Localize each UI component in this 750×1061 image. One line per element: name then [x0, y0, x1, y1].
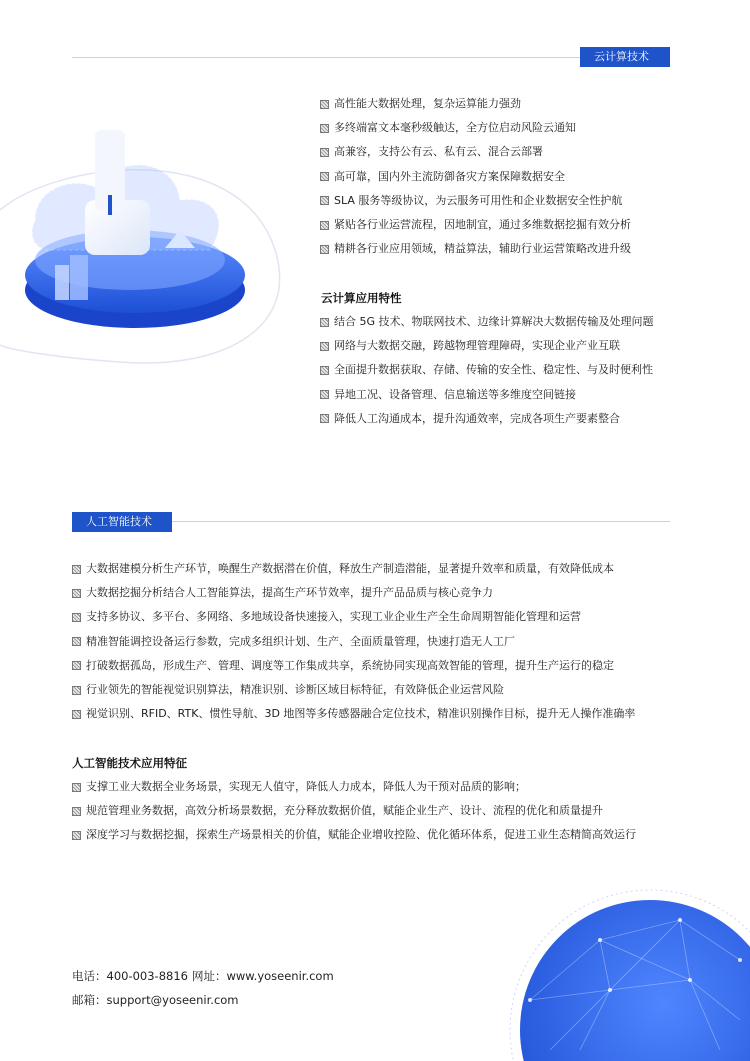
checkbox-icon: [72, 783, 81, 792]
list-item: 行业领先的智能视觉识别算法，精准识别、诊断区域目标特征，有效降低企业运营风险: [72, 678, 635, 702]
checkbox-icon: [320, 318, 329, 327]
checkbox-icon: [72, 565, 81, 574]
list-item: 高兼容，支持公有云、私有云、混合云部署: [320, 140, 631, 164]
list-item: 降低人工沟通成本，提升沟通效率，完成各项生产要素整合: [320, 407, 654, 431]
footer-phone: 电话：400-003-8816: [72, 969, 188, 983]
checkbox-icon: [72, 661, 81, 670]
list-item: 大数据挖掘分析结合人工智能算法，提高生产环节效率，提升产品品质与核心竞争力: [72, 581, 635, 605]
checkbox-icon: [72, 613, 81, 622]
top-rule: [72, 57, 582, 58]
list-item: SLA 服务等级协议，为云服务可用性和企业数据安全性护航: [320, 189, 631, 213]
ai-section-tag: 人工智能技术: [72, 512, 172, 532]
checkbox-icon: [320, 366, 329, 375]
list-item: 紧贴各行业运营流程，因地制宜，通过多维数据挖掘有效分析: [320, 213, 631, 237]
ai-rule: [172, 521, 670, 522]
list-item: 深度学习与数据挖掘，探索生产场景相关的价值，赋能企业增收控险、优化循环体系，促进工业生态精简高效运行: [72, 823, 636, 847]
checkbox-icon: [320, 221, 329, 230]
checkbox-icon: [320, 196, 329, 205]
list-item: 网络与大数据交融，跨越物理管理障碍，实现企业产业互联: [320, 334, 654, 358]
ai-feature-list: [72, 775, 636, 848]
list-item: 视觉识别、RFID、RTK、惯性导航、3D 地图等多传感器融合定位技术，精准识别操作目标，提升无人操作准确率: [72, 702, 635, 726]
checkbox-icon: [72, 807, 81, 816]
checkbox-icon: [320, 390, 329, 399]
checkbox-icon: [72, 710, 81, 719]
network-globe-graphic: [490, 880, 750, 1061]
list-item: 精耕各行业应用领域，精益算法，辅助行业运营策略改进升级: [320, 237, 631, 261]
checkbox-icon: [72, 831, 81, 840]
list-item: 大数据建模分析生产环节，唤醒生产数据潜在价值，释放生产制造潜能，显著提升效率和质量，有效降低成本: [72, 557, 635, 581]
checkbox-icon: [72, 686, 81, 695]
checkbox-icon: [72, 589, 81, 598]
list-item: 支撑工业大数据全业务场景，实现无人值守，降低人力成本，降低人为干预对品质的影响；: [72, 775, 636, 799]
list-item: 打破数据孤岛，形成生产、管理、调度等工作集成共享，系统协同实现高效智能的管理，提升生产运行的稳定: [72, 654, 635, 678]
cloud-feature-list: [320, 310, 654, 431]
cloud-feature-title: 云计算应用特性: [321, 291, 402, 305]
list-item: 规范管理业务数据，高效分析场景数据，充分释放数据价值，赋能企业生产、设计、流程的优化和质量提升: [72, 799, 636, 823]
checkbox-icon: [320, 414, 329, 423]
list-item: 多终端富文本毫秒级触达，全方位启动风险云通知: [320, 116, 631, 140]
cloud-illustration: [0, 100, 300, 380]
checkbox-icon: [320, 172, 329, 181]
ai-feature-title: 人工智能技术应用特征: [72, 756, 187, 770]
list-item: 高可靠，国内外主流防御备灾方案保障数据安全: [320, 165, 631, 189]
cloud-bullet-list: [320, 92, 631, 261]
list-item: 结合 5G 技术、物联网技术、边缘计算解决大数据传输及处理问题: [320, 310, 654, 334]
checkbox-icon: [320, 245, 329, 254]
checkbox-icon: [72, 637, 81, 646]
list-item: 支持多协议、多平台、多网络、多地域设备快速接入，实现工业企业生产全生命周期智能化管理和运营: [72, 605, 635, 629]
footer-email[interactable]: 邮箱：support@yoseenir.com: [72, 993, 239, 1007]
checkbox-icon: [320, 148, 329, 157]
ai-bullet-list: [72, 557, 635, 726]
list-item: 全面提升数据获取、存储、传输的安全性、稳定性、与及时便利性: [320, 358, 654, 382]
checkbox-icon: [320, 124, 329, 133]
checkbox-icon: [320, 342, 329, 351]
checkbox-icon: [320, 100, 329, 109]
list-item: 异地工况、设备管理、信息输送等多维度空间链接: [320, 383, 654, 407]
cloud-section-tag: 云计算技术: [580, 47, 670, 67]
list-item: 高性能大数据处理，复杂运算能力强劲: [320, 92, 631, 116]
footer-website[interactable]: 网址：www.yoseenir.com: [192, 969, 334, 983]
list-item: 精准智能调控设备运行参数，完成多组织计划、生产、全面质量管理，快速打造无人工厂: [72, 630, 635, 654]
